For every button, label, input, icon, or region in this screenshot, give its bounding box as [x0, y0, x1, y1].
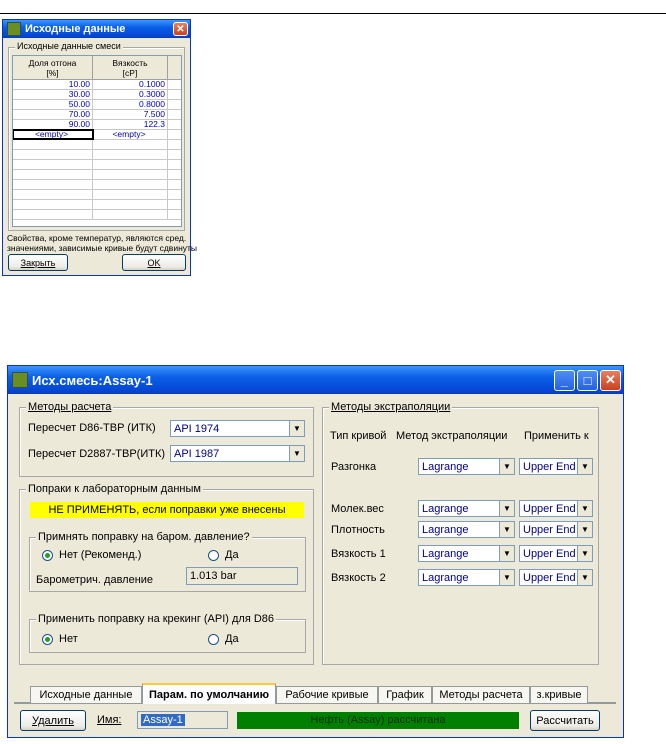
chevron-down-icon[interactable]: ▼ [577, 459, 592, 474]
app-icon [12, 372, 28, 388]
tab-label: График [386, 689, 424, 701]
cell-distillate[interactable]: 70.00 [13, 110, 93, 119]
maximize-icon[interactable]: □ [577, 370, 598, 391]
close-button[interactable] [8, 254, 68, 271]
empty-table-row[interactable] [13, 200, 182, 210]
cell-distillate[interactable] [13, 180, 93, 189]
calculate-button[interactable] [530, 710, 600, 731]
cracking-no-radio[interactable] [42, 633, 78, 645]
baro-label: Примнять поправку на баром. давление? [38, 531, 250, 543]
tab-initial-data[interactable] [30, 686, 142, 703]
cell-viscosity[interactable]: 0.1000 [93, 80, 168, 89]
name-label: Имя: [97, 714, 122, 726]
col1-line2: [%] [46, 68, 59, 78]
empty-table-row[interactable] [13, 140, 182, 150]
d86-select[interactable] [170, 420, 305, 437]
cell-viscosity[interactable] [93, 160, 168, 169]
ok-button[interactable] [122, 254, 186, 271]
cell-viscosity[interactable] [93, 170, 168, 179]
status-bar: Нефть (Assay) рассчитана [237, 712, 519, 729]
extrap-apply-select[interactable] [519, 521, 593, 538]
tab-label: з.кривые [536, 689, 582, 701]
dialog-titlebar [3, 20, 190, 38]
extrap-method-select-value: Lagrange [422, 571, 469, 584]
delete-button[interactable] [20, 710, 86, 731]
dialog-title: Исходные данные [25, 23, 126, 35]
col-method: Метод экстраполяции [396, 430, 508, 442]
tab-label: Исходные данные [39, 689, 133, 701]
tab-calc-methods[interactable] [432, 686, 530, 703]
chevron-down-icon[interactable]: ▼ [577, 570, 592, 585]
cell-distillate[interactable]: 10.00 [13, 80, 93, 89]
col-header-blank [168, 56, 182, 80]
cell-distillate[interactable]: <empty> [13, 130, 93, 139]
extrap-apply-select-value: Upper End [523, 460, 576, 473]
d86-value: API 1974 [174, 422, 220, 435]
col2-line1: Вязкость [112, 58, 148, 68]
cracking-yes-label: Да [225, 633, 239, 645]
col-apply: Применить к [524, 430, 589, 442]
close-button-label: Закрыть [20, 257, 56, 268]
cell-distillate[interactable] [13, 140, 93, 149]
baro-yes-label: Да [225, 549, 239, 561]
chevron-down-icon[interactable]: ▼ [577, 546, 592, 561]
cell-distillate[interactable] [13, 170, 93, 179]
initial-data-dialog [2, 19, 198, 276]
calc-methods-label: Методы расчета [28, 401, 112, 413]
name-value: Assay-1 [143, 714, 183, 726]
extrap-curve-name: Вязкость 2 [331, 572, 386, 584]
empty-table-row[interactable] [13, 150, 182, 160]
radio-icon [208, 634, 219, 645]
cell-viscosity[interactable] [93, 140, 168, 149]
empty-table-row[interactable] [13, 190, 182, 200]
col-curve-type: Тип кривой [330, 430, 387, 442]
cell-distillate[interactable] [13, 150, 93, 159]
tab-working-curves[interactable] [276, 686, 378, 703]
extrap-apply-select-value: Upper End [523, 523, 576, 536]
radio-icon [208, 550, 219, 561]
main-title: Исх.смесь:Assay-1 [32, 372, 153, 388]
extrap-apply-select[interactable] [519, 569, 593, 586]
d2887-select[interactable] [170, 445, 305, 462]
radio-selected-icon [42, 550, 53, 561]
tab-label: Методы расчета [439, 689, 523, 701]
col-header-viscosity [93, 56, 168, 80]
d86-label: Пересчет D86-TBP (ИТК) [28, 422, 156, 434]
tab-label: Парам. по умолчанию [149, 688, 269, 701]
ok-button-label: OK [147, 257, 161, 268]
data-grid[interactable] [12, 55, 182, 227]
extrap-method-select[interactable] [418, 545, 515, 562]
tab-label: Рабочие кривые [285, 689, 369, 701]
cracking-yes-radio[interactable] [208, 633, 239, 645]
cell-viscosity[interactable] [93, 210, 168, 219]
d2887-label: Пересчет D2887-TBP(ИТК) [28, 448, 166, 460]
chevron-down-icon[interactable]: ▼ [289, 446, 304, 461]
col1-line1: Доля отгона [28, 58, 77, 68]
delete-button-label: Удалить [32, 714, 74, 727]
cell-distillate[interactable] [13, 210, 93, 219]
col2-line2: [cP] [122, 68, 138, 78]
extrap-apply-select[interactable] [519, 545, 593, 562]
d2887-value: API 1987 [174, 447, 220, 460]
app-icon [7, 22, 21, 36]
lab-corrections-label: Попраки к лабораторным данным [28, 483, 201, 495]
note-line2: значениями, зависимые кривые будут сдвинуты [7, 243, 198, 253]
extrap-method-select[interactable] [418, 458, 515, 475]
cell-viscosity[interactable]: 0.3000 [93, 90, 168, 99]
cell-viscosity[interactable]: 122.3 [93, 120, 168, 129]
extrap-apply-select-value: Upper End [523, 547, 576, 560]
extrap-apply-select-value: Upper End [523, 502, 576, 515]
cell-viscosity[interactable]: 7.500 [93, 110, 168, 119]
minimize-icon[interactable]: _ [554, 370, 575, 391]
cell-viscosity[interactable] [93, 180, 168, 189]
baro-no-radio[interactable] [42, 549, 141, 561]
tab-chart[interactable] [378, 686, 432, 703]
baro-yes-radio[interactable] [208, 549, 239, 561]
warning-banner: НЕ ПРИМЕНЯТЬ, если поправки уже внесены [30, 502, 304, 518]
extrap-curve-name: Разгонка [331, 461, 377, 473]
extrap-method-select-value: Lagrange [422, 547, 469, 560]
cracking-label: Применить поправку на крекинг (API) для D86 [38, 613, 275, 625]
extrap-method-select[interactable] [418, 521, 515, 538]
chevron-down-icon[interactable]: ▼ [499, 459, 514, 474]
extrap-curve-name: Вязкость 1 [331, 548, 386, 560]
chevron-down-icon[interactable]: ▼ [499, 570, 514, 585]
extrap-apply-select[interactable] [519, 458, 593, 475]
empty-table-row[interactable] [13, 210, 182, 220]
cell-distillate[interactable] [13, 160, 93, 169]
col-header-distillate [13, 56, 93, 80]
mix-data-label: Исходные данные смеси [17, 41, 121, 51]
baro-no-label: Нет (Рекоменд.) [59, 549, 142, 561]
chevron-down-icon[interactable]: ▼ [577, 522, 592, 537]
close-icon[interactable]: ✕ [173, 22, 188, 36]
chevron-down-icon[interactable]: ▼ [499, 546, 514, 561]
extrap-apply-select[interactable] [519, 500, 593, 517]
cell-viscosity[interactable]: 0.8000 [93, 100, 168, 109]
extrap-method-select[interactable] [418, 500, 515, 517]
cell-distillate[interactable]: 30.00 [13, 90, 93, 99]
cell-distillate[interactable] [13, 190, 93, 199]
extrap-method-select-value: Lagrange [422, 523, 469, 536]
chevron-down-icon[interactable]: ▼ [289, 421, 304, 436]
extrap-method-select[interactable] [418, 569, 515, 586]
empty-table-row[interactable] [13, 160, 182, 170]
close-icon[interactable]: ✕ [600, 370, 621, 391]
empty-table-row[interactable] [13, 170, 182, 180]
extrapolation-label: Методы экстраполяции [331, 401, 451, 413]
tab-defaults[interactable] [142, 683, 276, 704]
cell-viscosity[interactable] [93, 190, 168, 199]
extrap-curve-name: Плотность [331, 524, 385, 536]
main-titlebar [8, 366, 623, 394]
cell-viscosity[interactable] [93, 200, 168, 209]
cell-distillate[interactable]: 50.00 [13, 100, 93, 109]
cell-viscosity[interactable]: <empty> [93, 130, 168, 139]
chevron-down-icon[interactable]: ▼ [577, 501, 592, 516]
pressure-field[interactable] [186, 567, 298, 585]
cell-distillate[interactable]: 90.00 [13, 120, 93, 129]
pressure-label: Барометрич. давление [36, 574, 154, 586]
table-row[interactable] [13, 130, 182, 140]
calc-methods-group [19, 401, 314, 477]
chevron-down-icon[interactable]: ▼ [499, 501, 514, 516]
chevron-down-icon[interactable]: ▼ [499, 522, 514, 537]
extrap-apply-select-value: Upper End [523, 571, 576, 584]
note-line1: Свойства, кроме температур, являются сред. [7, 233, 187, 243]
cell-distillate[interactable] [13, 200, 93, 209]
extrap-method-select-value: Lagrange [422, 460, 469, 473]
tab-curves-more[interactable] [530, 686, 588, 703]
top-rule [0, 13, 666, 14]
cracking-no-label: Нет [59, 633, 78, 645]
name-field[interactable] [137, 711, 228, 729]
extrap-curve-name: Молек.вес [331, 503, 384, 515]
calculate-button-label: Рассчитать [536, 714, 594, 727]
pressure-value: 1.013 bar [190, 570, 237, 582]
radio-selected-icon [42, 634, 53, 645]
extrap-method-select-value: Lagrange [422, 502, 469, 515]
cell-viscosity[interactable] [93, 150, 168, 159]
empty-table-row[interactable] [13, 180, 182, 190]
